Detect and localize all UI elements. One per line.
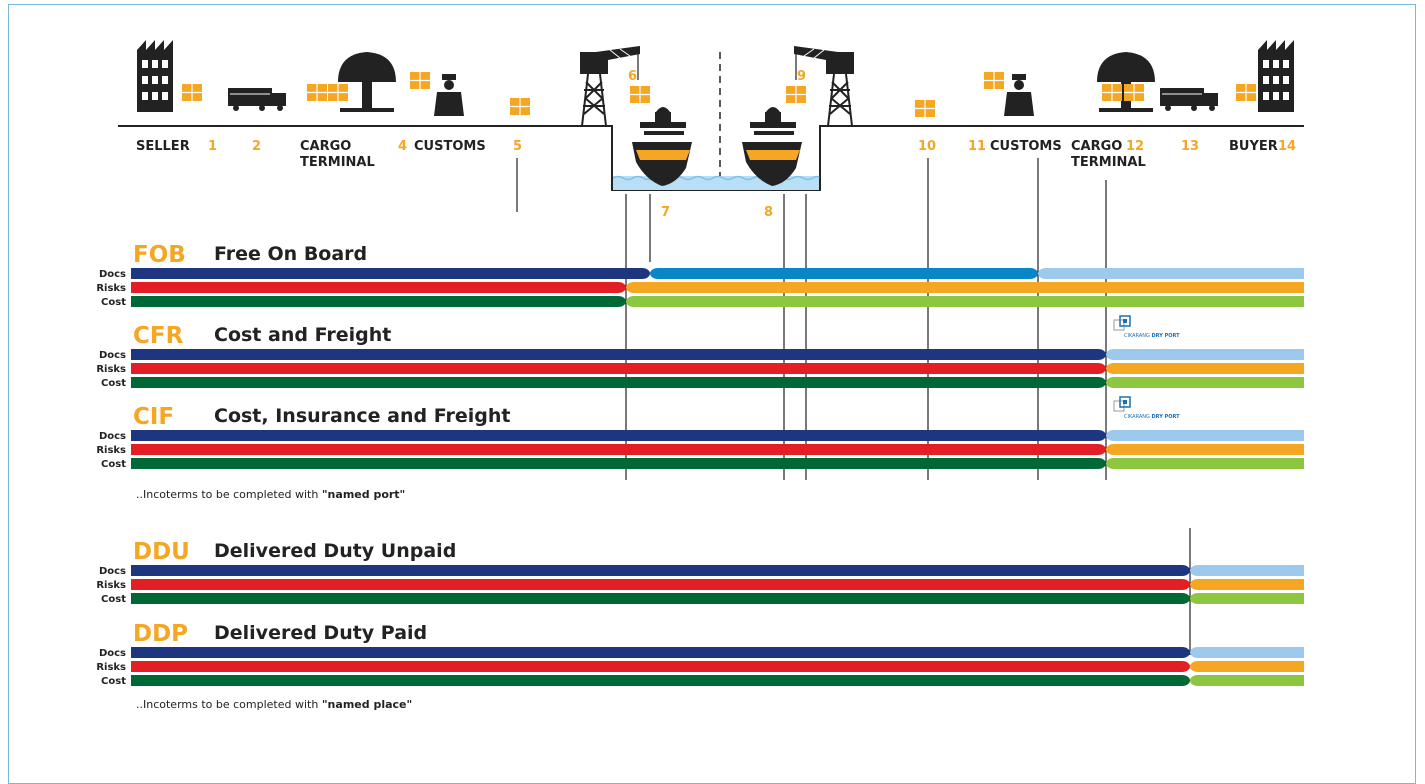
cfr-risks-seller [131,363,1106,374]
fob-risks-seller [131,282,626,293]
ddu-cost-buyer [1190,593,1304,604]
truck-icon [1160,88,1218,111]
row-label-docs: Docs [98,269,126,280]
cif-risks-seller [131,444,1106,455]
factory-icon [1258,40,1294,112]
stage-cargo-label-2: CARGO [1071,139,1123,154]
term-code-ddp: DDP [133,621,189,647]
fob-cost-buyer [626,296,1304,307]
tree-terminal-icon [1097,52,1155,112]
cfr-risks-buyer [1106,363,1304,374]
cfr-docs-seller [131,349,1106,360]
row-label-risks: Risks [96,662,126,673]
svg-text:CIKARANG DRY PORT: CIKARANG DRY PORT [1124,333,1180,339]
stage-5-number: 5 [513,139,523,154]
stage-7-number: 7 [661,205,671,220]
term-code-cif: CIF [133,404,175,430]
fob-docs-buyer [1038,268,1304,279]
row-labels [96,269,126,687]
note-named-place: ..Incoterms to be completed with "named place" [136,698,413,711]
stage-2-number: 2 [252,139,262,154]
stage-4-number: 4 [398,139,408,154]
stage-6-number: 6 [628,69,638,84]
term-code-cfr: CFR [133,323,184,349]
stage-14-number: 14 [1278,139,1297,154]
row-label-cost: Cost [101,459,126,470]
stage-13-number: 13 [1181,139,1200,154]
cikarang-logo-cfr [1114,316,1180,339]
note-named-port: ..Incoterms to be completed with "named port" [136,488,406,501]
term-code-ddu: DDU [133,539,190,565]
cfr-docs-buyer [1106,349,1304,360]
row-label-risks: Risks [96,580,126,591]
row-label-docs: Docs [98,648,126,659]
term-name-cfr: Cost and Freight [214,324,392,346]
ddu-risks-buyer [1190,579,1304,590]
ddp-docs-seller [131,647,1190,658]
fob-risks-buyer [626,282,1304,293]
tree-terminal-icon [338,52,396,112]
stage-8-number: 8 [764,205,774,220]
ddu-docs-seller [131,565,1190,576]
ddp-cost-buyer [1190,675,1304,686]
cikarang-logo-cif [1114,397,1180,420]
row-label-cost: Cost [101,378,126,389]
truck-icon [228,88,286,111]
stage-terminal-label: TERMINAL [300,155,375,170]
row-label-risks: Risks [96,364,126,375]
ddp-docs-buyer [1190,647,1304,658]
cif-cost-seller [131,458,1106,469]
fob-cost-seller [131,296,626,307]
stage-seller-label: SELLER [136,139,190,154]
stage-cargo-label: CARGO [300,139,352,154]
cif-docs-buyer [1106,430,1304,441]
cif-cost-buyer [1106,458,1304,469]
fob-docs-mid [650,268,1038,279]
row-label-risks: Risks [96,445,126,456]
row-label-cost: Cost [101,297,126,308]
stage-12-number: 12 [1126,139,1145,154]
ship-icon [742,107,802,186]
stage-10-number: 10 [918,139,937,154]
factory-icon [137,40,173,112]
stage-buyer-label: BUYER [1229,139,1278,154]
customs-officer-icon [434,74,464,116]
term-name-fob: Free On Board [214,243,368,265]
stage-9-number: 9 [797,69,807,84]
stage-terminal-label-2: TERMINAL [1071,155,1146,170]
ddu-risks-seller [131,579,1190,590]
cif-docs-seller [131,430,1106,441]
ship-icon [632,107,692,186]
ddp-risks-buyer [1190,661,1304,672]
stage-1-number: 1 [208,139,218,154]
row-label-docs: Docs [98,350,126,361]
term-name-ddp: Delivered Duty Paid [214,622,428,644]
customs-officer-icon [1004,74,1034,116]
ddu-cost-seller [131,593,1190,604]
term-name-ddu: Delivered Duty Unpaid [214,540,457,562]
ddp-cost-seller [131,675,1190,686]
cif-risks-buyer [1106,444,1304,455]
row-label-cost: Cost [101,676,126,687]
fob-docs-seller [131,268,650,279]
stage-11-number: 11 [968,139,987,154]
row-label-docs: Docs [98,431,126,442]
row-label-cost: Cost [101,594,126,605]
cfr-cost-seller [131,377,1106,388]
row-label-docs: Docs [98,566,126,577]
ddu-docs-buyer [1190,565,1304,576]
term-code-fob: FOB [133,242,186,268]
cfr-cost-buyer [1106,377,1304,388]
svg-text:CIKARANG DRY PORT: CIKARANG DRY PORT [1124,414,1180,420]
row-label-risks: Risks [96,283,126,294]
term-name-cif: Cost, Insurance and Freight [214,405,511,427]
stage-customs-label-2: CUSTOMS [990,139,1062,154]
ddp-risks-seller [131,661,1190,672]
stage-customs-label: CUSTOMS [414,139,486,154]
